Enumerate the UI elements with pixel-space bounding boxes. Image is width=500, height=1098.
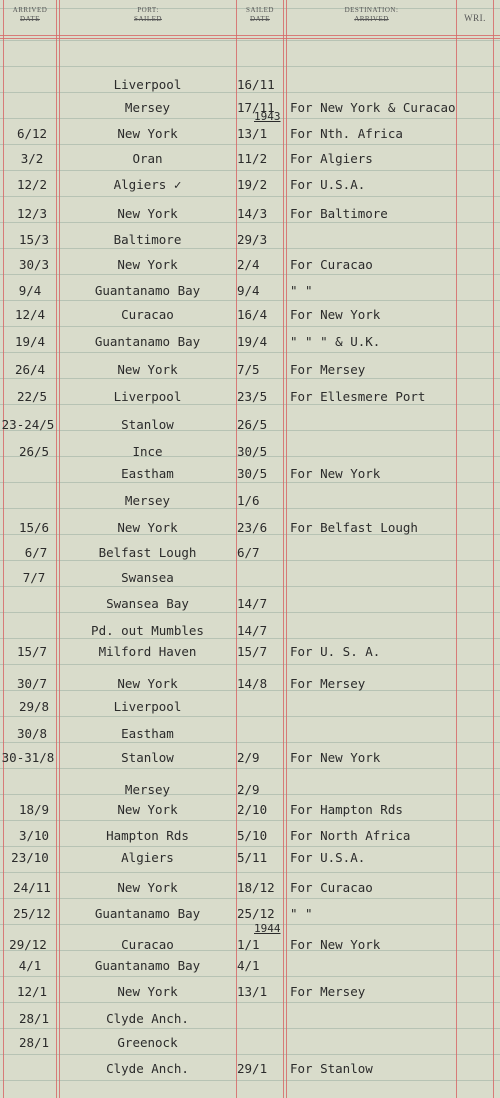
sailed-date-cell: 6/7 [237, 545, 260, 560]
arrived-date-cell: 23-24/5 [1, 417, 55, 432]
port-cell: Swansea Bay [106, 596, 189, 611]
port-cell: New York [117, 362, 178, 377]
header-sailed-date [237, 6, 283, 24]
port-cell: Pd. out Mumbles [91, 623, 204, 638]
arrived-date-cell: 6/7 [24, 545, 48, 560]
port-cell: Liverpool [113, 699, 182, 714]
sailed-date-cell: 7/5 [237, 362, 260, 377]
header-sailed-label: SAILED [246, 6, 274, 14]
destination-cell: For U. S. A. [290, 644, 381, 659]
sailed-date-cell: 9/4 [237, 283, 260, 298]
sailed-date-cell: 30/5 [237, 466, 268, 481]
port-cell: Eastham [121, 726, 174, 741]
header-port-sub: SAILED [134, 15, 162, 23]
header-sailed-sub: DATE [250, 15, 270, 23]
column-rule [493, 0, 494, 1098]
port-cell: Baltimore [113, 232, 182, 247]
header-rule [0, 35, 500, 36]
arrived-date-cell: 7/7 [22, 570, 46, 585]
sailed-date-cell: 25/12 [237, 906, 275, 921]
sailed-date-cell: 2/10 [237, 802, 268, 817]
destination-cell: For Mersey [290, 362, 366, 377]
destination-cell: For Algiers [290, 151, 373, 166]
arrived-date-cell: 12/1 [16, 984, 48, 999]
destination-cell: For Mersey [290, 676, 366, 691]
header-port-label: PORT: [137, 6, 159, 14]
sailed-date-cell: 19/4 [237, 334, 268, 349]
port-cell: Curacao [121, 937, 174, 952]
destination-cell: For U.S.A. [290, 177, 366, 192]
sailed-date-cell: 14/7 [237, 623, 268, 638]
port-cell: Guantanamo Bay [94, 283, 201, 298]
destination-cell: " " " & U.K. [290, 334, 381, 349]
arrived-date-cell: 18/9 [18, 802, 50, 817]
port-cell: Clyde Anch. [106, 1011, 189, 1026]
sailed-date-cell: 2/4 [237, 257, 260, 272]
port-cell: Guantanamo Bay [94, 958, 201, 973]
destination-cell: For Stanlow [290, 1061, 373, 1076]
arrived-date-cell: 3/10 [18, 828, 50, 843]
header-arrived-label: ARRIVED [12, 6, 48, 14]
port-cell: New York [117, 880, 178, 895]
sailed-date-cell: 13/1 [237, 984, 268, 999]
arrived-date-cell: 12/2 [16, 177, 48, 192]
sailed-date-cell: 1/6 [237, 493, 260, 508]
arrived-date-cell: 15/6 [18, 520, 50, 535]
port-cell: Eastham [121, 466, 174, 481]
sailed-date-cell: 14/3 [237, 206, 268, 221]
port-cell: Algiers [121, 850, 174, 865]
sailed-date-cell: 29/1 [237, 1061, 268, 1076]
sailed-date-cell: 23/6 [237, 520, 268, 535]
port-cell: Curacao [121, 307, 174, 322]
port-cell: Swansea [121, 570, 174, 585]
arrived-date-cell: 22/5 [16, 389, 48, 404]
arrived-date-cell: 30/8 [16, 726, 48, 741]
sailed-date-cell: 14/7 [237, 596, 268, 611]
port-cell: Liverpool [113, 77, 182, 92]
destination-cell: For U.S.A. [290, 850, 366, 865]
port-cell: New York [117, 520, 178, 535]
sailed-date-cell: 23/5 [237, 389, 268, 404]
destination-cell: For North Africa [290, 828, 411, 843]
port-cell: Milford Haven [98, 644, 197, 659]
arrived-date-cell: 3/2 [20, 151, 44, 166]
arrived-date-cell: 30/3 [18, 257, 50, 272]
port-cell: New York [117, 206, 178, 221]
column-rule [283, 0, 284, 1098]
arrived-date-cell: 28/1 [18, 1011, 50, 1026]
sailed-date-cell: 29/3 [237, 232, 268, 247]
port-cell: Hampton Rds [106, 828, 189, 843]
destination-cell: For New York [290, 307, 381, 322]
destination-cell: For New York [290, 466, 381, 481]
port-cell: Ince [132, 444, 163, 459]
port-cell: Algiers ✓ [113, 177, 182, 192]
arrived-date-cell: 26/5 [18, 444, 50, 459]
year-marker: 1943 [254, 110, 281, 123]
sailed-date-cell: 5/11 [237, 850, 268, 865]
arrived-date-cell: 28/1 [18, 1035, 50, 1050]
port-cell: New York [117, 676, 178, 691]
port-cell: New York [117, 984, 178, 999]
sailed-date-cell: 4/1 [237, 958, 260, 973]
sailed-date-cell: 26/5 [237, 417, 268, 432]
destination-cell: For New York [290, 937, 381, 952]
port-cell: Mersey [124, 493, 171, 508]
destination-cell: For Mersey [290, 984, 366, 999]
arrived-date-cell: 15/7 [16, 644, 48, 659]
port-cell: Mersey [124, 782, 171, 797]
arrived-date-cell: 12/3 [16, 206, 48, 221]
arrived-date-cell: 26/4 [14, 362, 46, 377]
sailed-date-cell: 16/4 [237, 307, 268, 322]
destination-cell: For New York & Curacao [290, 100, 456, 115]
destination-cell: For Curacao [290, 880, 373, 895]
port-cell: Greenock [117, 1035, 178, 1050]
sailed-date-cell: 30/5 [237, 444, 268, 459]
arrived-date-cell: 23/10 [11, 850, 49, 865]
destination-cell: For Hampton Rds [290, 802, 403, 817]
arrived-date-cell: 30/7 [16, 676, 48, 691]
header-port [60, 6, 236, 24]
sailed-date-cell: 15/7 [237, 644, 268, 659]
destination-cell: For New York [290, 750, 381, 765]
sailed-date-cell: 17/11 [237, 100, 275, 115]
destination-cell: For Baltimore [290, 206, 388, 221]
arrived-date-cell: 15/3 [18, 232, 50, 247]
arrived-date-cell: 29/8 [18, 699, 50, 714]
port-cell: New York [117, 126, 178, 141]
sailed-date-cell: 16/11 [237, 77, 275, 92]
arrived-date-cell: 25/12 [13, 906, 51, 921]
sailed-date-cell: 5/10 [237, 828, 268, 843]
port-cell: Clyde Anch. [106, 1061, 189, 1076]
sailed-date-cell: 18/12 [237, 880, 275, 895]
sailed-date-cell: 2/9 [237, 782, 260, 797]
port-cell: Stanlow [121, 750, 174, 765]
sailed-date-cell: 2/9 [237, 750, 260, 765]
port-cell: New York [117, 802, 178, 817]
arrived-date-cell: 9/4 [18, 283, 42, 298]
header-destination-sub: ARRIVED [354, 15, 389, 23]
sailed-date-cell: 13/1 [237, 126, 268, 141]
port-cell: Oran [132, 151, 163, 166]
year-marker: 1944 [254, 922, 281, 935]
arrived-date-cell: 6/12 [16, 126, 48, 141]
column-rule [286, 0, 287, 1098]
arrived-date-cell: 24/11 [13, 880, 51, 895]
arrived-date-cell: 12/4 [14, 307, 46, 322]
sailed-date-cell: 14/8 [237, 676, 268, 691]
sailed-date-cell: 19/2 [237, 177, 268, 192]
destination-cell: " " [290, 906, 313, 921]
sailed-date-cell: 11/2 [237, 151, 268, 166]
destination-cell: For Belfast Lough [290, 520, 418, 535]
port-cell: Belfast Lough [98, 545, 197, 560]
arrived-date-cell: 29/12 [9, 937, 47, 952]
port-cell: Liverpool [113, 389, 182, 404]
port-cell: New York [117, 257, 178, 272]
header-wri: WRI. [464, 13, 486, 23]
header-destination-label: DESTINATION: [344, 6, 399, 14]
destination-cell: For Nth. Africa [290, 126, 403, 141]
destination-cell: For Ellesmere Port [290, 389, 426, 404]
sailed-date-cell: 1/1 [237, 937, 260, 952]
port-cell: Mersey [124, 100, 171, 115]
header-arrived-date [4, 6, 56, 24]
port-cell: Guantanamo Bay [94, 334, 201, 349]
port-cell: Guantanamo Bay [94, 906, 201, 921]
arrived-date-cell: 19/4 [14, 334, 46, 349]
port-cell: Stanlow [121, 417, 174, 432]
destination-cell: " " [290, 283, 313, 298]
arrived-date-cell: 4/1 [18, 958, 42, 973]
header-rule [0, 38, 500, 39]
arrived-date-cell: 30-31/8 [1, 750, 55, 765]
destination-cell: For Curacao [290, 257, 373, 272]
header-arrived-sub: DATE [20, 15, 40, 23]
header-destination [287, 6, 456, 24]
